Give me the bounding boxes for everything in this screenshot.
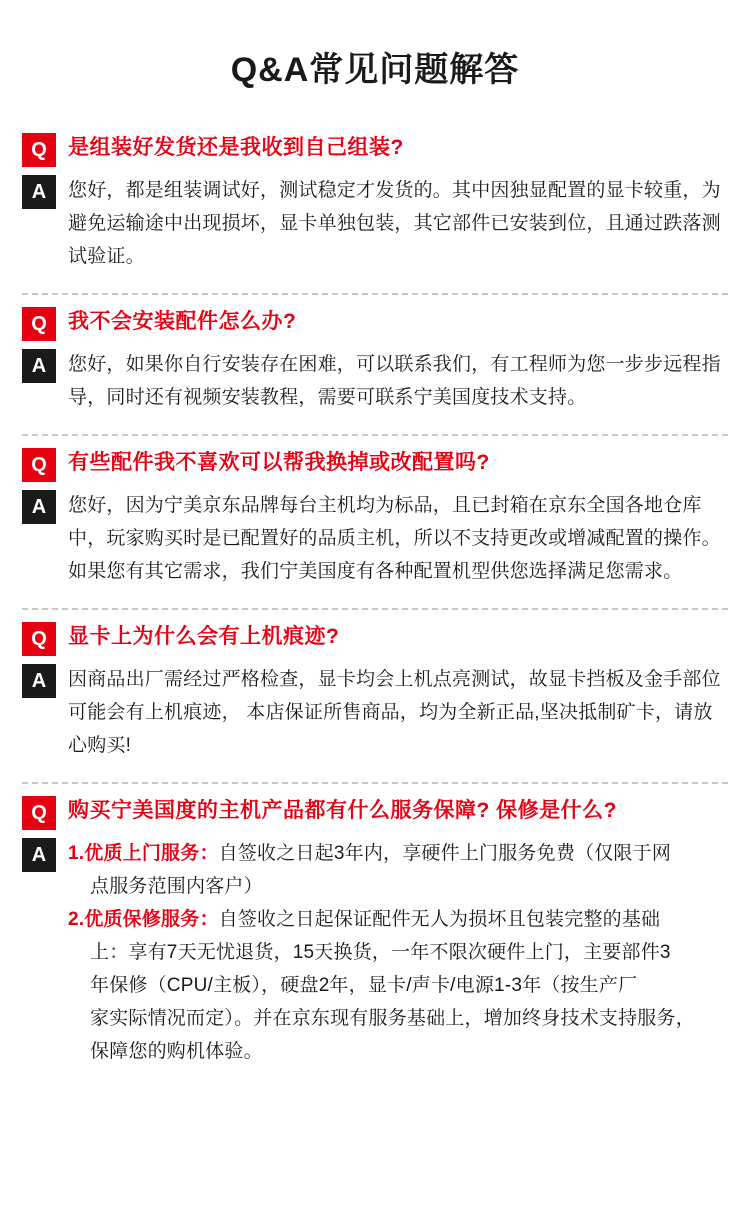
service-text: 自签收之日起3年内，享硬件上门服务免费（仅限于网: [218, 843, 672, 864]
answer-text: 因商品出厂需经过严格检查，显卡均会上机点亮测试，故显卡挡板及金手部位可能会有上机痕迹， 本店保证所售商品，均为全新正品,坚决抵制矿卡，请放心购买!: [68, 669, 721, 756]
service-text: 点服务范围内客户）: [90, 876, 263, 897]
list-item: [68, 837, 728, 870]
question-text: 购买宁美国度的主机产品都有什么服务保障? 保修是什么?: [68, 799, 617, 822]
list-item: [68, 969, 728, 1002]
answer-text: 您好，都是组装调试好，测试稳定才发货的。其中因独显配置的显卡较重，为避免运输途中出现损坏，显卡单独包装，其它部件已安装到位，且通过跌落测试验证。: [68, 180, 721, 267]
question-badge-icon: Q: [22, 622, 56, 656]
service-label: 1.优质上门服务：: [68, 843, 219, 864]
question-row: [22, 131, 728, 167]
answer-row: [22, 836, 728, 1068]
question-row: [22, 620, 728, 656]
answer-text: [68, 836, 728, 1068]
question-badge-icon: Q: [22, 796, 56, 830]
question-text: 是组装好发货还是我收到自己组装?: [68, 136, 404, 159]
question-row: [22, 305, 728, 341]
faq-item: [22, 121, 728, 295]
question-text: 显卡上为什么会有上机痕迹?: [68, 625, 340, 648]
faq-item: [22, 610, 728, 784]
question-badge-icon: Q: [22, 448, 56, 482]
answer-text: 您好，因为宁美京东品牌每台主机均为标品，且已封箱在京东全国各地仓库中，玩家购买时是已配置好的品质主机，所以不支持更改或增减配置的操作。如果您有其它需求，我们宁美国度有各种配置机型供您选择满足您需求。: [68, 495, 721, 582]
answer-badge-icon: A: [22, 664, 56, 698]
faq-item: [22, 295, 728, 436]
service-text: 上：享有7天无忧退货，15天换货，一年不限次硬件上门，主要部件3: [90, 942, 671, 963]
faq-item: [22, 784, 728, 1088]
list-item: [68, 1002, 728, 1035]
answer-row: [22, 173, 728, 273]
answer-badge-icon: A: [22, 490, 56, 524]
service-label: 2.优质保修服务：: [68, 909, 219, 930]
service-text: 年保修（CPU/主板），硬盘2年，显卡/声卡/电源1-3年（按生产厂: [90, 975, 638, 996]
answer-row: [22, 488, 728, 588]
question-row: [22, 446, 728, 482]
question-badge-icon: Q: [22, 133, 56, 167]
page-title: Q&A常见问题解答: [230, 51, 520, 89]
service-text: 家实际情况而定）。并在京东现有服务基础上，增加终身技术支持服务，: [90, 1008, 695, 1029]
list-item: [68, 870, 728, 903]
answer-badge-icon: A: [22, 838, 56, 872]
service-list: [68, 837, 728, 1068]
list-item: [68, 936, 728, 969]
faq-item: [22, 436, 728, 610]
answer-row: [22, 347, 728, 414]
service-text: 保障您的购机体验。: [90, 1041, 263, 1062]
question-text: 我不会安装配件怎么办?: [68, 310, 297, 333]
list-item: [68, 1035, 728, 1068]
service-text: 自签收之日起保证配件无人为损坏且包装完整的基础: [218, 909, 661, 930]
answer-badge-icon: A: [22, 349, 56, 383]
list-item: [68, 903, 728, 936]
question-text: 有些配件我不喜欢可以帮我换掉或改配置吗?: [68, 451, 490, 474]
answer-badge-icon: A: [22, 175, 56, 209]
answer-row: [22, 662, 728, 762]
answer-text: 您好，如果你自行安装存在困难，可以联系我们，有工程师为您一步步远程指导，同时还有视频安装教程，需要可联系宁美国度技术支持。: [68, 354, 721, 408]
question-badge-icon: Q: [22, 307, 56, 341]
question-row: [22, 794, 728, 830]
